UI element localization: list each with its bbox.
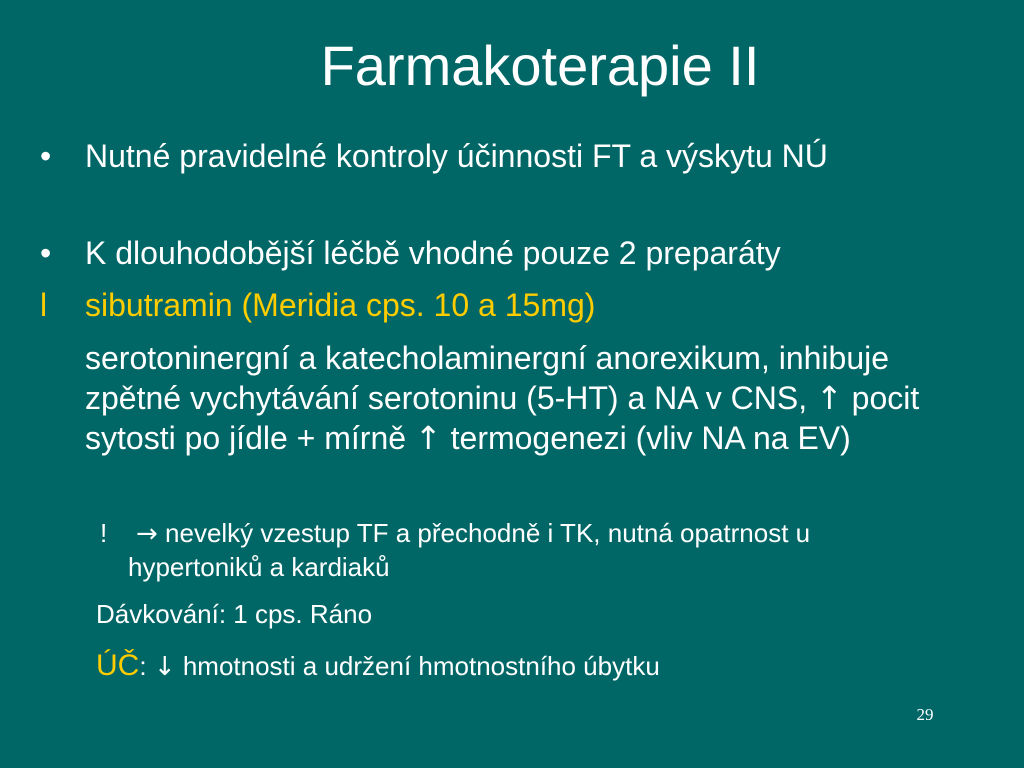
arrow-up-icon: ↑ bbox=[414, 419, 442, 457]
arrow-up-icon: ↑ bbox=[815, 379, 843, 417]
effect-label: ÚČ bbox=[96, 649, 140, 682]
bullet-marker: • bbox=[40, 235, 52, 271]
arrow-down-icon: ↓ bbox=[153, 652, 176, 682]
bullet-item-sibutramin bbox=[40, 285, 980, 325]
bullet-text: K dlouhodobější léčbě vhodné pouze 2 preparáty bbox=[85, 235, 781, 271]
side-effect-note bbox=[100, 517, 860, 584]
bullet-item-preparations bbox=[40, 233, 980, 273]
bullet-text: sibutramin (Meridia cps. 10 a 15mg) bbox=[85, 287, 596, 323]
mechanism-text-part1: serotoninergní a katecholaminergní anorexikum, inhibuje zpětné vychytávání serotoninu (5-HT) a NA v CNS, bbox=[85, 340, 890, 416]
bullet-marker: • bbox=[40, 138, 52, 174]
warning-marker: ! bbox=[100, 518, 108, 548]
bullet-marker: l bbox=[40, 287, 48, 323]
mechanism-text-part3: termogenezi (vliv NA na EV) bbox=[441, 420, 851, 456]
effect-colon: : bbox=[139, 651, 147, 681]
slide-title: Farmakoterapie II bbox=[320, 34, 760, 97]
mechanism-text-part2: pocit sytosti po jídle + mírně bbox=[85, 380, 920, 456]
bullet-item-controls bbox=[40, 136, 980, 176]
effect-line bbox=[96, 649, 996, 684]
effect-text: hmotnosti a udržení hmotnostního úbytku bbox=[175, 651, 660, 681]
mechanism-paragraph bbox=[85, 338, 980, 458]
mechanism-description bbox=[40, 338, 980, 458]
dosage-line: Dávkování: 1 cps. Ráno bbox=[96, 599, 373, 629]
arrow-right-icon: → bbox=[136, 519, 158, 549]
side-effect-label: nevelký vzestup TF a přechodně i TK, nutná opatrnost u hypertoniků a kardiaků bbox=[128, 518, 811, 582]
bullet-text: Nutné pravidelné kontroly účinnosti FT a výskytu NÚ bbox=[85, 138, 828, 174]
side-effect-text bbox=[128, 517, 860, 584]
page-number: 29 bbox=[916, 705, 934, 724]
